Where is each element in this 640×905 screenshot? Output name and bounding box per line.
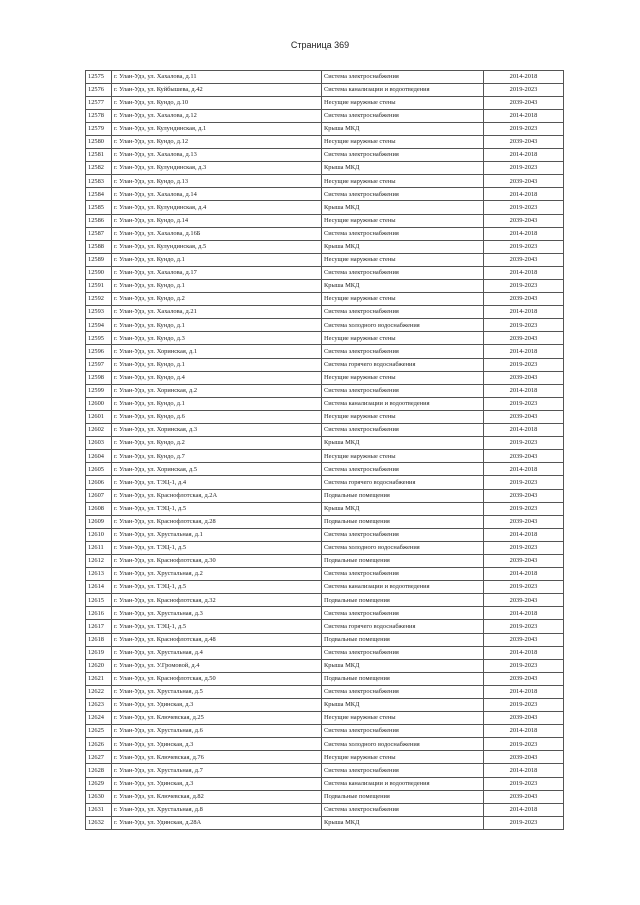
- table-row: [86, 502, 564, 515]
- system-cell: Подвальные помещения: [322, 515, 484, 528]
- table-row: [86, 162, 564, 175]
- table-row: [86, 476, 564, 489]
- system-cell: Система электроснабжения: [322, 306, 484, 319]
- system-cell: Система электроснабжения: [322, 227, 484, 240]
- address-cell: г. Улан-Удэ, ул. Хрустальная, д.6: [112, 725, 322, 738]
- table-row: [86, 646, 564, 659]
- row-number-cell: 12631: [86, 803, 112, 816]
- system-cell: Крыша МКД: [322, 201, 484, 214]
- table-row: [86, 424, 564, 437]
- period-cell: 2014-2018: [484, 803, 564, 816]
- row-number-cell: 12620: [86, 659, 112, 672]
- system-cell: Система электроснабжения: [322, 803, 484, 816]
- address-cell: г. Улан-Удэ, ул. Кундо, д.2: [112, 293, 322, 306]
- address-cell: г. Улан-Удэ, ул. Хоринская, д.1: [112, 345, 322, 358]
- row-number-cell: 12627: [86, 751, 112, 764]
- table-row: [86, 594, 564, 607]
- table-row: [86, 699, 564, 712]
- period-cell: 2014-2018: [484, 227, 564, 240]
- address-cell: г. Улан-Удэ, ул. Хахалова, д.13: [112, 149, 322, 162]
- address-cell: г. Улан-Удэ, ул. ТЭЦ-1, д.5: [112, 541, 322, 554]
- address-cell: г. Улан-Удэ, ул. Хрустальная, д.7: [112, 764, 322, 777]
- address-cell: г. Улан-Удэ, ул. Хрустальная, д.3: [112, 607, 322, 620]
- period-cell: 2019-2023: [484, 620, 564, 633]
- row-number-cell: 12580: [86, 135, 112, 148]
- table-row: [86, 70, 564, 83]
- system-cell: Система холодного водоснабжения: [322, 319, 484, 332]
- row-number-cell: 12594: [86, 319, 112, 332]
- period-cell: 2039-2043: [484, 672, 564, 685]
- table-row: [86, 633, 564, 646]
- period-cell: 2019-2023: [484, 280, 564, 293]
- table-row: [86, 515, 564, 528]
- system-cell: Система электроснабжения: [322, 568, 484, 581]
- system-cell: Несущие наружные стены: [322, 293, 484, 306]
- table-row: [86, 790, 564, 803]
- row-number-cell: 12581: [86, 149, 112, 162]
- table-row: [86, 332, 564, 345]
- system-cell: Система электроснабжения: [322, 424, 484, 437]
- page-number-header: Страница 369: [290, 40, 350, 50]
- address-cell: г. Улан-Удэ, ул. ТЭЦ-1, д.5: [112, 502, 322, 515]
- system-cell: Несущие наружные стены: [322, 253, 484, 266]
- row-number-cell: 12585: [86, 201, 112, 214]
- row-number-cell: 12593: [86, 306, 112, 319]
- row-number-cell: 12628: [86, 764, 112, 777]
- system-cell: Несущие наружные стены: [322, 332, 484, 345]
- period-cell: 2019-2023: [484, 581, 564, 594]
- system-cell: Система электроснабжения: [322, 109, 484, 122]
- system-cell: Подвальные помещения: [322, 594, 484, 607]
- period-cell: 2039-2043: [484, 489, 564, 502]
- table-row: [86, 581, 564, 594]
- period-cell: 2014-2018: [484, 646, 564, 659]
- period-cell: 2039-2043: [484, 96, 564, 109]
- table-row: [86, 358, 564, 371]
- system-cell: Система электроснабжения: [322, 188, 484, 201]
- system-cell: Система канализации и водоотведения: [322, 581, 484, 594]
- row-number-cell: 12598: [86, 371, 112, 384]
- address-cell: г. Улан-Удэ, ул. Кундо, д.1: [112, 280, 322, 293]
- address-cell: г. Улан-Удэ, ул. Хрустальная, д.4: [112, 646, 322, 659]
- period-cell: 2014-2018: [484, 384, 564, 397]
- row-number-cell: 12583: [86, 175, 112, 188]
- system-cell: Подвальные помещения: [322, 633, 484, 646]
- table-row: [86, 489, 564, 502]
- address-cell: г. Улан-Удэ, ул. Краснофлотская, д.2А: [112, 489, 322, 502]
- row-number-cell: 12624: [86, 712, 112, 725]
- table-row: [86, 83, 564, 96]
- period-cell: 2014-2018: [484, 266, 564, 279]
- row-number-cell: 12626: [86, 738, 112, 751]
- system-cell: Несущие наружные стены: [322, 214, 484, 227]
- table-row: [86, 214, 564, 227]
- period-cell: 2019-2023: [484, 397, 564, 410]
- period-cell: 2014-2018: [484, 109, 564, 122]
- address-cell: г. Улан-Удэ, ул. Удинская, д.3: [112, 699, 322, 712]
- address-cell: г. Улан-Удэ, ул. Хрустальная, д.8: [112, 803, 322, 816]
- row-number-cell: 12604: [86, 450, 112, 463]
- system-cell: Система электроснабжения: [322, 384, 484, 397]
- address-cell: г. Улан-Удэ, ул. Кундо, д.7: [112, 450, 322, 463]
- table-row: [86, 751, 564, 764]
- address-cell: г. Улан-Удэ, ул. Хрустальная, д.1: [112, 528, 322, 541]
- table-row: [86, 541, 564, 554]
- address-cell: г. Улан-Удэ, ул. Хоринская, д.3: [112, 424, 322, 437]
- table-row: [86, 306, 564, 319]
- row-number-cell: 12590: [86, 266, 112, 279]
- period-cell: 2014-2018: [484, 424, 564, 437]
- table-body: [86, 70, 564, 829]
- address-cell: г. Улан-Удэ, ул. Хрустальная, д.5: [112, 685, 322, 698]
- system-cell: Крыша МКД: [322, 162, 484, 175]
- row-number-cell: 12603: [86, 437, 112, 450]
- system-cell: Система электроснабжения: [322, 70, 484, 83]
- system-cell: Система электроснабжения: [322, 345, 484, 358]
- row-number-cell: 12584: [86, 188, 112, 201]
- system-cell: Подвальные помещения: [322, 672, 484, 685]
- row-number-cell: 12601: [86, 410, 112, 423]
- table-row: [86, 607, 564, 620]
- address-cell: г. Улан-Удэ, ул. Ключевская, д.82: [112, 790, 322, 803]
- period-cell: 2019-2023: [484, 476, 564, 489]
- table-row: [86, 672, 564, 685]
- table-row: [86, 659, 564, 672]
- system-cell: Система электроснабжения: [322, 685, 484, 698]
- table-row: [86, 620, 564, 633]
- table-row: [86, 109, 564, 122]
- address-cell: г. Улан-Удэ, ул. Кундо, д.1: [112, 319, 322, 332]
- period-cell: 2014-2018: [484, 149, 564, 162]
- table-row: [86, 437, 564, 450]
- row-number-cell: 12609: [86, 515, 112, 528]
- row-number-cell: 12592: [86, 293, 112, 306]
- row-number-cell: 12602: [86, 424, 112, 437]
- period-cell: 2019-2023: [484, 738, 564, 751]
- system-cell: Система электроснабжения: [322, 646, 484, 659]
- row-number-cell: 12599: [86, 384, 112, 397]
- period-cell: 2039-2043: [484, 515, 564, 528]
- row-number-cell: 12632: [86, 816, 112, 829]
- system-cell: Крыша МКД: [322, 659, 484, 672]
- address-cell: г. Улан-Удэ, ул. Кундо, д.4: [112, 371, 322, 384]
- period-cell: 2019-2023: [484, 240, 564, 253]
- address-cell: г. Улан-Удэ, ул. Кулундинская, д.4: [112, 201, 322, 214]
- period-cell: 2039-2043: [484, 751, 564, 764]
- address-cell: г. Улан-Удэ, ул. Краснофлотская, д.48: [112, 633, 322, 646]
- system-cell: Несущие наружные стены: [322, 410, 484, 423]
- table-row: [86, 149, 564, 162]
- system-cell: Крыша МКД: [322, 437, 484, 450]
- address-cell: г. Улан-Удэ, ул. Удинская, д.28А: [112, 816, 322, 829]
- row-number-cell: 12576: [86, 83, 112, 96]
- system-cell: Система холодного водоснабжения: [322, 541, 484, 554]
- row-number-cell: 12579: [86, 122, 112, 135]
- table-row: [86, 554, 564, 567]
- row-number-cell: 12589: [86, 253, 112, 266]
- address-cell: г. Улан-Удэ, ул. Краснофлотская, д.28: [112, 515, 322, 528]
- period-cell: 2019-2023: [484, 201, 564, 214]
- address-cell: г. Улан-Удэ, ул. Кундо, д.13: [112, 175, 322, 188]
- period-cell: 2039-2043: [484, 293, 564, 306]
- table-row: [86, 135, 564, 148]
- period-cell: 2019-2023: [484, 437, 564, 450]
- system-cell: Подвальные помещения: [322, 554, 484, 567]
- system-cell: Крыша МКД: [322, 122, 484, 135]
- system-cell: Несущие наружные стены: [322, 751, 484, 764]
- table-row: [86, 816, 564, 829]
- address-cell: г. Улан-Удэ, ул. ТЭЦ-1, д.5: [112, 620, 322, 633]
- row-number-cell: 12608: [86, 502, 112, 515]
- address-cell: г. Улан-Удэ, ул. Кундо, д.1: [112, 358, 322, 371]
- system-cell: Несущие наружные стены: [322, 175, 484, 188]
- table-row: [86, 463, 564, 476]
- address-cell: г. Улан-Удэ, ул. Хахалова, д.21: [112, 306, 322, 319]
- address-cell: г. Улан-Удэ, ул. ТЭЦ-1, д.4: [112, 476, 322, 489]
- table-row: [86, 764, 564, 777]
- table-row: [86, 188, 564, 201]
- system-cell: Крыша МКД: [322, 699, 484, 712]
- address-cell: г. Улан-Удэ, ул. Хахалова, д.14: [112, 188, 322, 201]
- period-cell: 2014-2018: [484, 188, 564, 201]
- row-number-cell: 12614: [86, 581, 112, 594]
- address-cell: г. Улан-Удэ, ул. Хоринская, д.5: [112, 463, 322, 476]
- row-number-cell: 12605: [86, 463, 112, 476]
- system-cell: Система электроснабжения: [322, 764, 484, 777]
- period-cell: 2019-2023: [484, 358, 564, 371]
- period-cell: 2039-2043: [484, 135, 564, 148]
- table-row: [86, 384, 564, 397]
- period-cell: 2039-2043: [484, 371, 564, 384]
- system-cell: Система холодного водоснабжения: [322, 738, 484, 751]
- period-cell: 2039-2043: [484, 175, 564, 188]
- system-cell: Подвальные помещения: [322, 489, 484, 502]
- address-cell: г. Улан-Удэ, ул. Кундо, д.1: [112, 253, 322, 266]
- period-cell: 2019-2023: [484, 699, 564, 712]
- row-number-cell: 12610: [86, 528, 112, 541]
- address-cell: г. Улан-Удэ, ул. Удинская, д.3: [112, 738, 322, 751]
- address-cell: г. Улан-Удэ, ул. ТЭЦ-1, д.5: [112, 581, 322, 594]
- table-row: [86, 568, 564, 581]
- address-cell: г. Улан-Удэ, ул. Хахалова, д.16Б: [112, 227, 322, 240]
- table-row: [86, 410, 564, 423]
- table-row: [86, 450, 564, 463]
- row-number-cell: 12606: [86, 476, 112, 489]
- address-cell: г. Улан-Удэ, ул. Ключевская, д.25: [112, 712, 322, 725]
- address-cell: г. Улан-Удэ, ул. Ключевская, д.76: [112, 751, 322, 764]
- table-row: [86, 280, 564, 293]
- row-number-cell: 12612: [86, 554, 112, 567]
- table-row: [86, 712, 564, 725]
- row-number-cell: 12582: [86, 162, 112, 175]
- table-row: [86, 266, 564, 279]
- table-row: [86, 777, 564, 790]
- address-cell: г. Улан-Удэ, ул. Хахалова, д.11: [112, 70, 322, 83]
- system-cell: Несущие наружные стены: [322, 135, 484, 148]
- row-number-cell: 12600: [86, 397, 112, 410]
- table-row: [86, 397, 564, 410]
- system-cell: Система канализации и водоотведения: [322, 397, 484, 410]
- table-row: [86, 96, 564, 109]
- period-cell: 2039-2043: [484, 253, 564, 266]
- row-number-cell: 12575: [86, 70, 112, 83]
- row-number-cell: 12591: [86, 280, 112, 293]
- period-cell: 2019-2023: [484, 659, 564, 672]
- period-cell: 2039-2043: [484, 633, 564, 646]
- period-cell: 2019-2023: [484, 83, 564, 96]
- repair-schedule-table: [85, 70, 564, 830]
- row-number-cell: 12618: [86, 633, 112, 646]
- address-cell: г. Улан-Удэ, ул. Краснофлотская, д.32: [112, 594, 322, 607]
- system-cell: Система электроснабжения: [322, 725, 484, 738]
- row-number-cell: 12597: [86, 358, 112, 371]
- row-number-cell: 12588: [86, 240, 112, 253]
- table-row: [86, 528, 564, 541]
- system-cell: Система горячего водоснабжения: [322, 358, 484, 371]
- period-cell: 2039-2043: [484, 214, 564, 227]
- period-cell: 2019-2023: [484, 777, 564, 790]
- system-cell: Крыша МКД: [322, 240, 484, 253]
- address-cell: г. Улан-Удэ, ул. Краснофлотская, д.50: [112, 672, 322, 685]
- table-row: [86, 738, 564, 751]
- address-cell: г. Улан-Удэ, ул. Кундо, д.1: [112, 397, 322, 410]
- address-cell: г. Улан-Удэ, ул. Хрустальная, д.2: [112, 568, 322, 581]
- period-cell: 2014-2018: [484, 528, 564, 541]
- system-cell: Система электроснабжения: [322, 607, 484, 620]
- table-row: [86, 240, 564, 253]
- period-cell: 2039-2043: [484, 594, 564, 607]
- period-cell: 2039-2043: [484, 332, 564, 345]
- table-row: [86, 227, 564, 240]
- address-cell: г. Улан-Удэ, ул. Кулундинская, д.1: [112, 122, 322, 135]
- address-cell: г. Улан-Удэ, ул. Кулундинская, д.3: [112, 162, 322, 175]
- system-cell: Система электроснабжения: [322, 463, 484, 476]
- row-number-cell: 12616: [86, 607, 112, 620]
- address-cell: г. Улан-Удэ, ул. Хоринская, д.2: [112, 384, 322, 397]
- period-cell: 2039-2043: [484, 410, 564, 423]
- system-cell: Система электроснабжения: [322, 528, 484, 541]
- period-cell: 2014-2018: [484, 463, 564, 476]
- period-cell: 2014-2018: [484, 70, 564, 83]
- row-number-cell: 12619: [86, 646, 112, 659]
- system-cell: Система канализации и водоотведения: [322, 83, 484, 96]
- period-cell: 2014-2018: [484, 345, 564, 358]
- system-cell: Несущие наружные стены: [322, 450, 484, 463]
- system-cell: Система горячего водоснабжения: [322, 476, 484, 489]
- system-cell: Система электроснабжения: [322, 149, 484, 162]
- address-cell: г. Улан-Удэ, ул. Кундо, д.6: [112, 410, 322, 423]
- row-number-cell: 12613: [86, 568, 112, 581]
- address-cell: г. Улан-Удэ, ул. Кундо, д.2: [112, 437, 322, 450]
- period-cell: 2019-2023: [484, 502, 564, 515]
- row-number-cell: 12629: [86, 777, 112, 790]
- address-cell: г. Улан-Удэ, ул. Кундо, д.14: [112, 214, 322, 227]
- table-row: [86, 345, 564, 358]
- system-cell: Несущие наружные стены: [322, 712, 484, 725]
- system-cell: Подвальные помещения: [322, 790, 484, 803]
- system-cell: Система электроснабжения: [322, 266, 484, 279]
- row-number-cell: 12607: [86, 489, 112, 502]
- table-row: [86, 725, 564, 738]
- period-cell: 2014-2018: [484, 568, 564, 581]
- period-cell: 2019-2023: [484, 162, 564, 175]
- row-number-cell: 12617: [86, 620, 112, 633]
- address-cell: г. Улан-Удэ, ул. Удинская, д.3: [112, 777, 322, 790]
- address-cell: г. Улан-Удэ, ул. Краснофлотская, д.30: [112, 554, 322, 567]
- system-cell: Система горячего водоснабжения: [322, 620, 484, 633]
- address-cell: г. Улан-Удэ, ул. Хахалова, д.17: [112, 266, 322, 279]
- table-row: [86, 253, 564, 266]
- row-number-cell: 12615: [86, 594, 112, 607]
- period-cell: 2039-2043: [484, 554, 564, 567]
- row-number-cell: 12578: [86, 109, 112, 122]
- table-row: [86, 685, 564, 698]
- table-row: [86, 201, 564, 214]
- table-row: [86, 122, 564, 135]
- system-cell: Система канализации и водоотведения: [322, 777, 484, 790]
- address-cell: г. Улан-Удэ, ул. Хахалова, д.12: [112, 109, 322, 122]
- period-cell: 2014-2018: [484, 764, 564, 777]
- system-cell: Крыша МКД: [322, 502, 484, 515]
- address-cell: г. Улан-Удэ, ул. Кундо, д.3: [112, 332, 322, 345]
- table-row: [86, 293, 564, 306]
- row-number-cell: 12621: [86, 672, 112, 685]
- period-cell: 2014-2018: [484, 685, 564, 698]
- period-cell: 2019-2023: [484, 816, 564, 829]
- row-number-cell: 12622: [86, 685, 112, 698]
- table-row: [86, 371, 564, 384]
- system-cell: Несущие наружные стены: [322, 371, 484, 384]
- row-number-cell: 12577: [86, 96, 112, 109]
- address-cell: г. Улан-Удэ, ул. Кундо, д.10: [112, 96, 322, 109]
- period-cell: 2014-2018: [484, 725, 564, 738]
- period-cell: 2014-2018: [484, 306, 564, 319]
- row-number-cell: 12596: [86, 345, 112, 358]
- period-cell: 2014-2018: [484, 607, 564, 620]
- row-number-cell: 12625: [86, 725, 112, 738]
- table-row: [86, 319, 564, 332]
- row-number-cell: 12587: [86, 227, 112, 240]
- row-number-cell: 12595: [86, 332, 112, 345]
- system-cell: Крыша МКД: [322, 816, 484, 829]
- system-cell: Несущие наружные стены: [322, 96, 484, 109]
- system-cell: Крыша МКД: [322, 280, 484, 293]
- row-number-cell: 12623: [86, 699, 112, 712]
- address-cell: г. Улан-Удэ, ул. Кундо, д.12: [112, 135, 322, 148]
- period-cell: 2019-2023: [484, 541, 564, 554]
- period-cell: 2019-2023: [484, 319, 564, 332]
- table-row: [86, 175, 564, 188]
- period-cell: 2019-2023: [484, 122, 564, 135]
- period-cell: 2039-2043: [484, 450, 564, 463]
- row-number-cell: 12630: [86, 790, 112, 803]
- row-number-cell: 12586: [86, 214, 112, 227]
- address-cell: г. Улан-Удэ, ул. Кулундинская, д.5: [112, 240, 322, 253]
- address-cell: г. Улан-Удэ, ул. Куйбышева, д.42: [112, 83, 322, 96]
- period-cell: 2039-2043: [484, 790, 564, 803]
- table-row: [86, 803, 564, 816]
- address-cell: г. Улан-Удэ, ул. У.Громовой, д.4: [112, 659, 322, 672]
- period-cell: 2039-2043: [484, 712, 564, 725]
- row-number-cell: 12611: [86, 541, 112, 554]
